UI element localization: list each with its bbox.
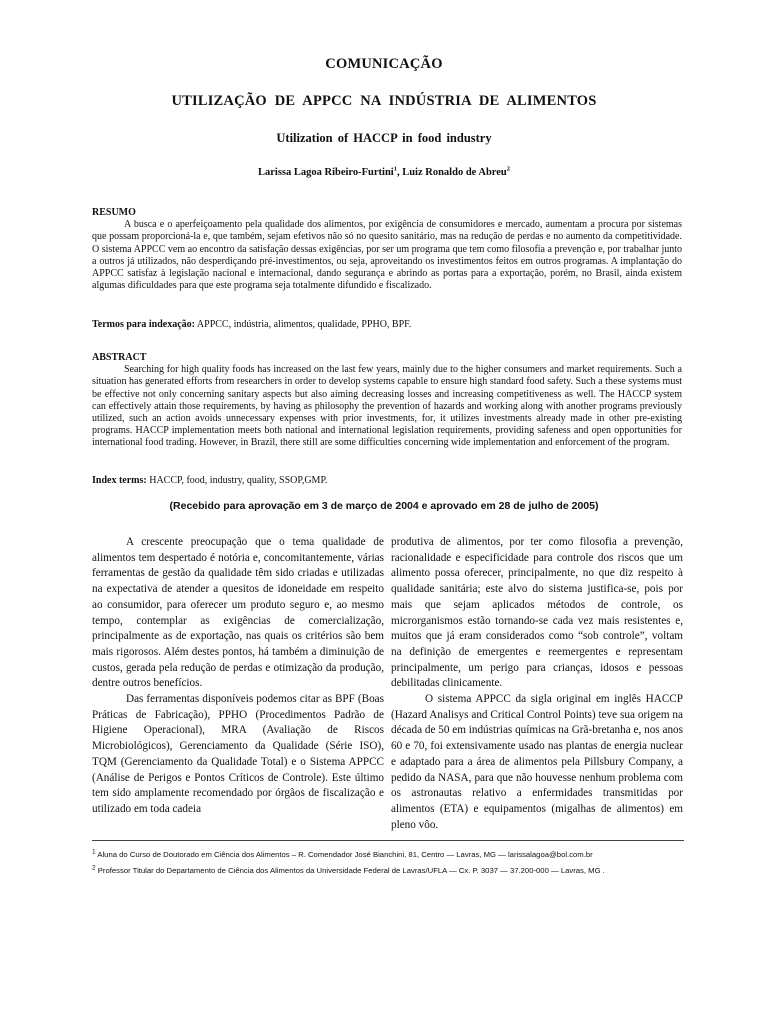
article-title-en: Utilization of HACCP in food industry <box>276 131 492 145</box>
author-2: Luiz Ronaldo de Abreu <box>402 167 507 178</box>
section-label: COMUNICAÇÃO <box>325 56 443 72</box>
footnote-1 <box>92 850 692 859</box>
termos-indexacao <box>92 319 682 330</box>
abstract-text: Searching for high quality foods has increased on the last few years, mainly due to the higher consumers and market requirements. Such a situation has generated efforts from researchers in order to develop systems capable to ensure high standard food safety. Such a these systems must be effective not only concerning sanitary aspects but also aiming decreasing losses and increasing competitiveness as well. The HACCP system can effectively attain those requirements, by having as philosophy the prevention of hazards and working along with another programs previously utilized, such an action avoids unnecessary expenses with prior investments, for, it utilizes investments already made in other pre-existing programs. HACCP implementation meets both national and international legislation requirements, providing safeness and open opportunities for international food trading. However, in Brazil, there still are some difficulties concerning wide implementation and enforcement of the program. <box>92 364 682 449</box>
footnote-divider <box>92 840 684 841</box>
authors-line <box>0 167 768 178</box>
author-2-footnote-mark: 2 <box>506 165 511 173</box>
author-1-footnote-mark: 1 <box>393 165 397 173</box>
abstract-section <box>92 352 682 450</box>
body-column-left <box>92 535 384 818</box>
footnote-1-mark: 1 <box>92 848 96 856</box>
footnote-2 <box>92 866 692 875</box>
index-terms <box>92 475 682 486</box>
termos-value: APPCC, indústria, alimentos, qualidade, PPHO, BPF. <box>194 319 412 330</box>
received-dates: (Recebido para aprovação em 3 de março de 2004 e aprovado em 28 de julho de 2005) <box>169 500 599 512</box>
resumo-text: A busca e o aperfeiçoamento pela qualidade dos alimentos, por exigência de consumidores e mercado, aumentam a procura por sistemas que possam proporcioná-la e, que também, sejam efetivos não só no quesito sanitário, mas na redução de perdas e no aumento da competitividade. O sistema APPCC vem ao encontro da satisfação dessas exigências, por ser um programa que tem como filosofia a prevenção e, por trabalhar junto a outros já utilizados, não desperdiçando pré-investimentos, ou seja, aproveitando os investimentos feitos em outros programas. A implantação do APPCC satisfaz à legislação nacional e internacional, dando segurança e abrindo as portas para a exportação, porém, no Brasil, ainda existem algumas dificuldades para que este programa seja totalmente difundido e fiscalizado. <box>92 219 682 292</box>
author-separator: , <box>396 167 403 178</box>
footnote-1-text: Aluna do Curso de Doutorado em Ciência dos Alimentos – R. Comendador José Bianchini, 81, Centro — Lavras, MG — larissalagoa@bol.com.br <box>95 850 593 859</box>
author-1: Larissa Lagoa Ribeiro-Furtini <box>257 167 394 178</box>
body-paragraph: produtiva de alimentos, por ter como filosofia a prevenção, racionalidade e especificidade para controle dos riscos que um alimento possa oferecer, principalmente, no que diz respeito à qualidade sanitária; este alvo do sistema justifica-se, pois por mais que sejam aplicados métodos de controle, os microrganismos estão tornando-se cada vez mais resistentes e, muitos que já eram considerados como “sob controle”, voltam na definição de emergentes e reemergentes e representam principalmente, um perigo para crianças, idosos e pessoas debilitadas clinicamente. <box>391 536 683 690</box>
index-terms-label: Index terms: <box>92 475 147 486</box>
resumo-heading: RESUMO <box>92 207 136 218</box>
body-column-right <box>391 535 683 833</box>
footnote-2-mark: 2 <box>92 864 96 872</box>
index-terms-value: HACCP, food, industry, quality, SSOP,GMP. <box>146 475 328 486</box>
termos-label: Termos para indexação: <box>92 319 195 330</box>
article-title-pt: UTILIZAÇÃO DE APPCC NA INDÚSTRIA DE ALIMENTOS <box>171 93 597 109</box>
body-paragraph: O sistema APPCC da sigla original em inglês HACCP (Hazard Analisys and Critical Control Points) teve sua origem na década de 50 em indústrias químicas na Grã-bretanha e, nos anos 60 e 70, foi extensivamente usado nas plantas de energia nuclear e adaptado para a área de alimentos pela Pillsbury Company, a pedido da NASA, para que não houvesse nenhum problema com os astronautas relativo a enfermidades transmitidas por alimentos (ETA) e equipamentos (migalhas de alimentos) em pleno vôo. <box>391 693 683 831</box>
resumo-section <box>92 207 682 292</box>
footnote-2-text: Professor Titular do Departamento de Ciência dos Alimentos da Universidade Federal de Lavras/UFLA — Cx. P. 3037 — 37.200-000 — Lavras, MG . <box>95 866 605 875</box>
body-paragraph: A crescente preocupação que o tema qualidade de alimentos tem despertado é notória e, concomitantemente, várias ferramentas de gestão da qualidade têm sido criadas e utilizadas na expectativa de atender a quesitos de idoneidade em respeito ao consumidor, para oferecer um produto seguro e, ao mesmo tempo, contemplar as exigências de comercialização, principalmente as de exportação, nas quais os critérios são bem mais rigorosos. Além destes pontos, há também a diminuição de custos, gerada pela redução de perdas e otimização da produção, dentre outros benefícios. <box>92 536 384 690</box>
abstract-heading: ABSTRACT <box>92 352 147 363</box>
body-paragraph: Das ferramentas disponíveis podemos citar as BPF (Boas Práticas de Fabricação), PPHO (Procedimentos Padrão de Higiene Operacional), MRA (Avaliação de Riscos Microbiológicos), Gerenciamento da Qualidade (Série ISO), TQM (Gerenciamento da Qualidade Total) e o Sistema APPCC (Análise de Perigos e Pontos Críticos de Controle). Este último tem sido amplamente recomendado por órgãos de fiscalização e utilizado em toda cadeia <box>92 693 384 815</box>
